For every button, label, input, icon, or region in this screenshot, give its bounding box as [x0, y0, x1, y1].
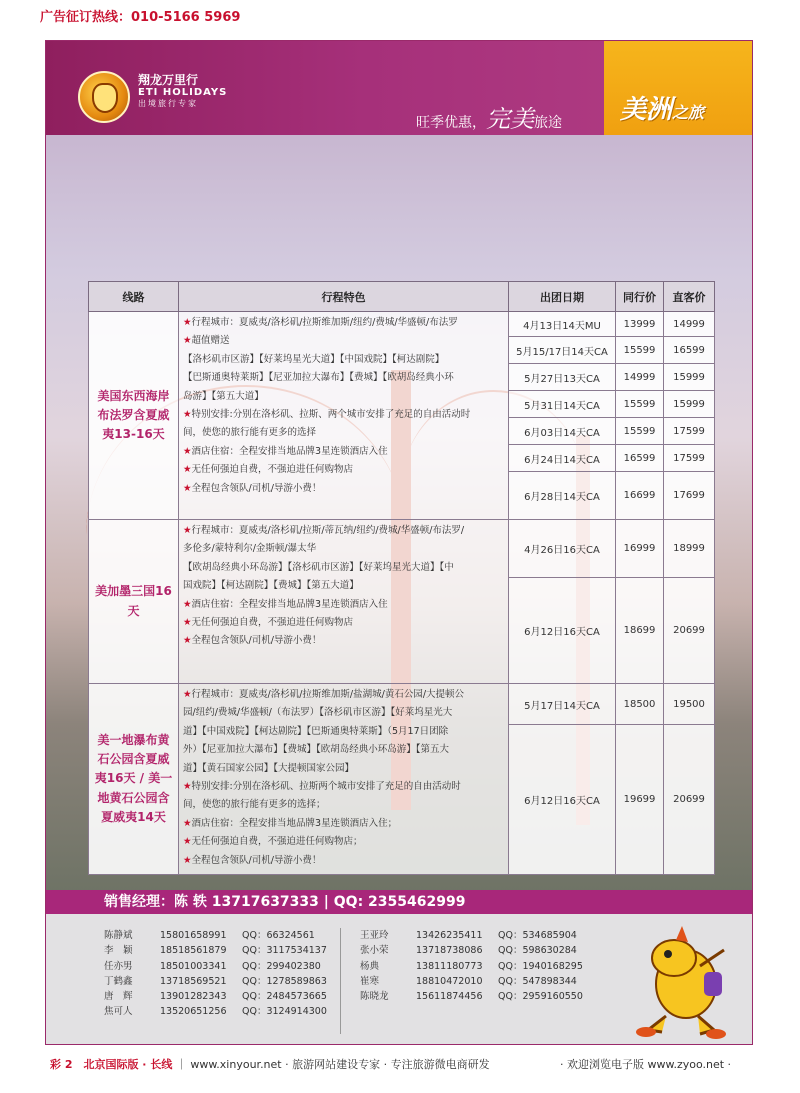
contact-name: 陈静斌 — [104, 930, 133, 941]
header-features: 行程特色 — [179, 282, 509, 312]
departure-date: 6月12日16天CA — [509, 578, 616, 684]
footer-middle: ｜ www.xinyour.net · 旅游网站建设专家 · 专注旅游微电商研发 — [175, 1058, 490, 1071]
contact-qq: QQ：299402380 — [242, 960, 321, 972]
peer-price: 15599 — [616, 418, 664, 445]
peer-price: 16599 — [616, 445, 664, 472]
star-icon: ★ — [183, 464, 192, 476]
route-details — [179, 312, 509, 520]
contact-row — [104, 989, 327, 1004]
star-icon: ★ — [183, 317, 192, 328]
page-footer — [50, 1056, 750, 1072]
detail-line: ★无任何强迫自费，不强迫进任何购物店； — [183, 836, 363, 848]
departure-date: 5月17日14天CA — [509, 684, 616, 725]
detail-line: 间，使您的旅行能有更多的选择 — [183, 427, 317, 439]
direct-price: 20699 — [664, 725, 715, 875]
star-icon: ★ — [183, 598, 192, 610]
slogan-big: 完美 — [486, 105, 534, 133]
direct-price: 14999 — [664, 312, 715, 337]
departure-date: 4月26日16天CA — [509, 520, 616, 578]
header-direct-price: 直客价 — [664, 282, 715, 312]
peer-price: 13999 — [616, 312, 664, 337]
detail-line: 道】【中国戏院】【柯达剧院】【巴斯通奥特莱斯】（5月17日团除 — [183, 725, 449, 737]
contacts-panel — [46, 914, 753, 1045]
contact-row — [360, 943, 583, 958]
detail-line: ★全程包含领队/司机/导游小费！ — [183, 482, 322, 494]
detail-line: ★行程城市：夏威夷/洛杉矶/拉斯维加斯/纽约/费城/华盛顿/布法罗 — [183, 317, 458, 328]
detail-line: 【欧胡岛经典小环岛游】【洛杉矶市区游】【好莱坞星光大道】【中 — [183, 561, 454, 573]
star-icon: ★ — [183, 525, 192, 536]
contact-name: 唐 辉 — [104, 991, 133, 1003]
direct-price: 19500 — [664, 684, 715, 725]
contact-phone: 13426235411 — [416, 930, 483, 941]
itinerary-table — [88, 281, 714, 875]
peer-price: 16699 — [616, 472, 664, 520]
detail-line: ★无任何强迫自费，不强迫进任何购物店 — [183, 617, 354, 629]
slogan-suffix: 旅途 — [534, 115, 562, 131]
slogan-prefix: 旺季优惠， — [416, 115, 486, 131]
contact-phone: 15801658991 — [160, 930, 227, 941]
star-icon: ★ — [183, 836, 192, 848]
detail-line: 【洛杉矶市区游】【好莱坞星光大道】【中国戏院】【柯达剧院】 — [183, 353, 445, 365]
header-route: 线路 — [89, 282, 179, 312]
slogan — [416, 99, 562, 134]
detail-line: ★行程城市：夏威夷/洛杉矶/拉斯维加斯/盐湖城/黄石公园/大提顿公 — [183, 689, 465, 700]
detail-line: 【巴斯通奥特莱斯】【尼亚加拉大瀑布】【费城】【欧胡岛经典小环 — [183, 372, 454, 384]
detail-line: ★酒店住宿：全程安排当地品牌3星连锁酒店入住 — [183, 445, 388, 457]
departure-date: 6月03日14天CA — [509, 418, 616, 445]
contact-qq: QQ：1278589863 — [242, 975, 327, 987]
peer-price: 14999 — [616, 364, 664, 391]
contact-name: 丁鹤鑫 — [104, 975, 133, 987]
peer-price: 15599 — [616, 391, 664, 418]
detail-line: ★全程包含领队/司机/导游小费！ — [183, 854, 322, 866]
peer-price: 18699 — [616, 578, 664, 684]
direct-price: 15999 — [664, 364, 715, 391]
detail-line: 园/纽约/费城/华盛顿/（布法罗）【洛杉矶市区游】【好莱坞星光大 — [183, 707, 453, 719]
star-icon: ★ — [183, 482, 192, 494]
contact-phone: 13718569521 — [160, 975, 227, 987]
departure-date: 5月15/17日14天CA — [509, 337, 616, 364]
contact-qq: QQ：598630284 — [498, 945, 577, 957]
star-icon: ★ — [183, 854, 192, 866]
contact-row — [104, 943, 327, 958]
direct-price: 15999 — [664, 391, 715, 418]
star-icon: ★ — [183, 817, 192, 829]
contact-row — [360, 974, 583, 989]
route-details — [179, 684, 509, 875]
contact-name: 崔寒 — [360, 975, 380, 987]
star-icon: ★ — [183, 335, 192, 347]
departure-date: 6月12日16天CA — [509, 725, 616, 875]
contact-qq: QQ：3124914300 — [242, 1006, 327, 1018]
contact-phone: 18810472010 — [416, 975, 483, 987]
contacts-left — [104, 928, 327, 1020]
departure-date: 6月24日14天CA — [509, 445, 616, 472]
table-row — [89, 520, 715, 578]
contact-qq: QQ：2484573665 — [242, 991, 327, 1003]
sales-manager-bar: 销售经理：陈 轶 13717637333 | QQ: 2355462999 — [46, 890, 753, 914]
route-details — [179, 520, 509, 684]
star-icon: ★ — [183, 445, 192, 457]
footer-right: · 欢迎浏览电子版 www.zyoo.net · — [560, 1058, 732, 1071]
detail-line: ★特别安排:分别在洛杉矶、拉斯、两个城市安排了充足的自由活动时 — [183, 409, 471, 421]
direct-price: 17599 — [664, 418, 715, 445]
detail-line: 间，使您的旅行能有更多的选择； — [183, 799, 326, 811]
contact-row — [104, 1004, 327, 1019]
contact-name: 王亚玲 — [360, 930, 389, 941]
direct-price: 16599 — [664, 337, 715, 364]
eti-logo-icon — [78, 71, 130, 123]
contact-phone: 13901282343 — [160, 991, 227, 1003]
detail-line: ★酒店住宿：全程安排当地品牌3星连锁酒店入住； — [183, 817, 398, 829]
dragon-mascot-icon — [616, 922, 746, 1042]
page-frame — [45, 40, 753, 1045]
star-icon: ★ — [183, 635, 192, 647]
contact-row — [104, 928, 327, 943]
golden-gate-background — [46, 135, 753, 890]
star-icon: ★ — [183, 617, 192, 629]
detail-line: 多伦多/蒙特利尔/金斯顿/瀑太华 — [183, 543, 317, 555]
contact-name: 李 颖 — [104, 945, 133, 957]
contact-qq: QQ：3117534137 — [242, 945, 327, 957]
route-name: 美国东西海岸布法罗含夏威夷13-16天 — [89, 312, 179, 520]
route-name: 美一地瀑布黄石公园含夏威夷16天 / 美一地黄石公园含夏威夷14天 — [89, 684, 179, 875]
direct-price: 20699 — [664, 578, 715, 684]
departure-date: 5月27日13天CA — [509, 364, 616, 391]
table-row — [89, 684, 715, 725]
contact-phone: 13718738086 — [416, 945, 483, 957]
contact-qq: QQ：2959160550 — [498, 991, 583, 1003]
footer-page: 彩 2 北京国际版 · 长线 — [50, 1058, 173, 1071]
brand-en: ETI HOLIDAYS — [138, 87, 228, 99]
table-row — [89, 312, 715, 337]
detail-line: 外）【尼亚加拉大瀑布】【费城】【欧胡岛经典小环岛游】【第五大 — [183, 744, 450, 756]
detail-line: ★无任何强迫自费，不强迫进任何购物店 — [183, 464, 354, 476]
detail-line: ★超值赠送 — [183, 335, 230, 347]
detail-line: 道】【黄石国家公园】【大提顿国家公园】 — [183, 762, 355, 774]
america-tour-badge — [604, 41, 753, 135]
star-icon: ★ — [183, 409, 192, 421]
detail-line: 岛游】【第五大道】 — [183, 390, 264, 402]
detail-line: ★全程包含领队/司机/导游小费！ — [183, 635, 322, 647]
header-date: 出团日期 — [509, 282, 616, 312]
contact-phone: 13520651256 — [160, 1006, 227, 1018]
contact-name: 杨典 — [360, 960, 380, 972]
brand-cn: 翔龙万里行 — [138, 73, 199, 87]
table-header-row — [89, 282, 715, 312]
peer-price: 19699 — [616, 725, 664, 875]
detail-line: 国戏院】【柯达剧院】【费城】【第五大道】 — [183, 580, 359, 592]
ad-hotline: 广告征订热线：010-5166 5969 — [40, 10, 241, 25]
peer-price: 16999 — [616, 520, 664, 578]
contact-phone: 13811180773 — [416, 960, 483, 972]
contact-row — [104, 959, 327, 974]
star-icon: ★ — [183, 689, 192, 700]
direct-price: 17699 — [664, 472, 715, 520]
detail-line: ★特别安排:分别在洛杉矶、拉斯两个城市安排了充足的自由活动时 — [183, 781, 461, 793]
contact-name: 焦可人 — [104, 1006, 133, 1018]
contact-qq: QQ：534685904 — [498, 930, 577, 941]
contact-qq: QQ：1940168295 — [498, 960, 583, 972]
departure-date: 6月28日14天CA — [509, 472, 616, 520]
contact-row — [360, 989, 583, 1004]
contact-row — [360, 959, 583, 974]
america-main: 美洲 — [620, 95, 673, 125]
contact-phone: 15611874456 — [416, 991, 483, 1003]
departure-date: 5月31日14天CA — [509, 391, 616, 418]
contact-name: 任亦男 — [104, 960, 133, 972]
contact-phone: 18501003341 — [160, 960, 227, 972]
direct-price: 18999 — [664, 520, 715, 578]
detail-line: ★行程城市：夏威夷/洛杉矶/拉斯/蒂瓦纳/纽约/费城/华盛顿/布法罗/ — [183, 525, 465, 536]
contact-row — [360, 928, 583, 943]
contact-name: 张小荣 — [360, 945, 389, 957]
contact-name: 陈晓龙 — [360, 991, 389, 1003]
contacts-divider — [340, 928, 341, 1034]
america-small: 之旅 — [672, 103, 705, 122]
header-banner — [46, 41, 753, 135]
direct-price: 17599 — [664, 445, 715, 472]
peer-price: 18500 — [616, 684, 664, 725]
contact-row — [104, 974, 327, 989]
detail-line: ★酒店住宿：全程安排当地品牌3星连锁酒店入住 — [183, 598, 388, 610]
header-peer-price: 同行价 — [616, 282, 664, 312]
brand-sub: 出境旅行专家 — [138, 99, 198, 109]
peer-price: 15599 — [616, 337, 664, 364]
route-name: 美加墨三国16天 — [89, 520, 179, 684]
contact-qq: QQ：66324561 — [242, 930, 315, 941]
contact-qq: QQ：547898344 — [498, 975, 577, 987]
star-icon: ★ — [183, 781, 192, 793]
contact-phone: 18518561879 — [160, 945, 227, 957]
departure-date: 4月13日14天MU — [509, 312, 616, 337]
contacts-right — [360, 928, 583, 1004]
brand-block — [138, 73, 227, 109]
